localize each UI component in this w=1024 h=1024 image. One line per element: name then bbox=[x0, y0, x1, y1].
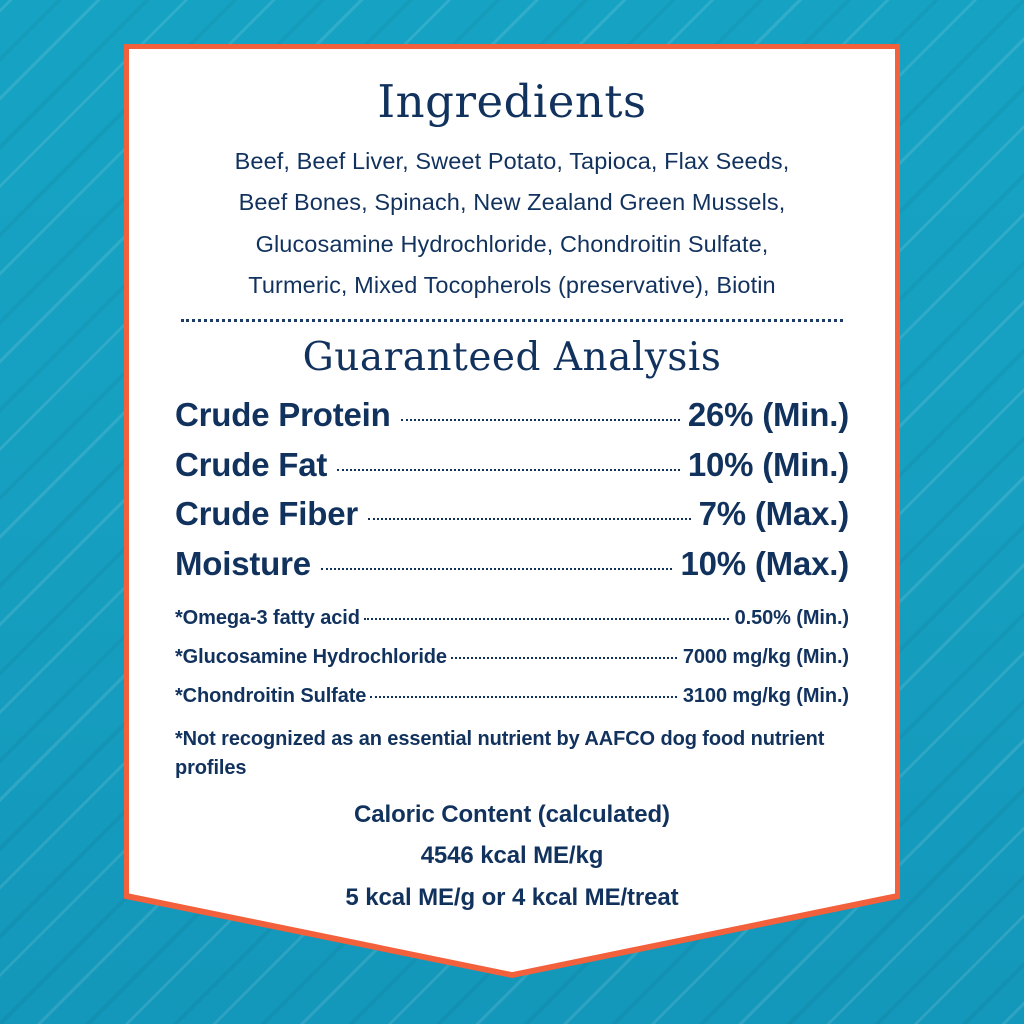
nutrient-name: *Glucosamine Hydrochloride bbox=[175, 646, 447, 669]
dot-leader bbox=[451, 657, 677, 659]
section-divider bbox=[181, 316, 843, 322]
caloric-content-kcal-per-kg: 4546 kcal ME/kg bbox=[420, 842, 604, 870]
nutrient-name: Moisture bbox=[175, 544, 311, 582]
caloric-content-title: Caloric Content (calculated) bbox=[354, 801, 670, 829]
dot-leader bbox=[364, 618, 729, 620]
label-content bbox=[129, 49, 895, 973]
ingredients-title: Ingredients bbox=[377, 75, 647, 128]
dot-leader bbox=[370, 696, 677, 698]
caloric-content-kcal-per-treat: 5 kcal ME/g or 4 kcal ME/treat bbox=[345, 883, 679, 911]
caloric-content-block bbox=[175, 794, 849, 918]
ingredients-line: Beef, Beef Liver, Sweet Potato, Tapioca, Flax Seeds, bbox=[234, 148, 790, 174]
nutrient-value: 0.50% (Min.) bbox=[734, 607, 849, 630]
table-row bbox=[175, 638, 849, 677]
ingredients-line: Turmeric, Mixed Tocopherols (preservative), Biotin bbox=[248, 272, 776, 299]
guaranteed-analysis-title: Guaranteed Analysis bbox=[302, 335, 722, 381]
nutrient-value: 7% (Max.) bbox=[698, 495, 849, 533]
nutrient-value: 10% (Max.) bbox=[680, 544, 849, 582]
table-row bbox=[175, 440, 849, 490]
dot-leader bbox=[401, 419, 680, 421]
table-row bbox=[175, 677, 849, 716]
table-row bbox=[175, 390, 849, 440]
dot-leader bbox=[368, 518, 691, 520]
table-row bbox=[175, 539, 849, 589]
nutrient-name: *Chondroitin Sulfate bbox=[175, 685, 367, 708]
aafco-footnote: *Not recognized as an essential nutrient by AAFCO dog food nutrient profiles bbox=[175, 728, 825, 779]
guaranteed-analysis-sub-table bbox=[175, 599, 849, 716]
nutrient-name: Crude Protein bbox=[175, 396, 391, 434]
guaranteed-analysis-main-table bbox=[175, 390, 849, 588]
ingredients-line: Beef Bones, Spinach, New Zealand Green Mussels, bbox=[238, 189, 786, 216]
table-row bbox=[175, 599, 849, 638]
nutrient-name: *Omega-3 fatty acid bbox=[175, 607, 360, 630]
nutrient-value: 7000 mg/kg (Min.) bbox=[682, 646, 849, 669]
nutrient-value: 26% (Min.) bbox=[687, 396, 849, 434]
ingredients-list bbox=[175, 141, 849, 306]
ingredients-line: Glucosamine Hydrochloride, Chondroitin Sulfate, bbox=[255, 230, 769, 257]
nutrient-name: Crude Fat bbox=[175, 445, 328, 483]
nutrient-name: Crude Fiber bbox=[175, 495, 358, 533]
dot-leader bbox=[321, 568, 673, 570]
nutrient-value: 3100 mg/kg (Min.) bbox=[682, 685, 849, 708]
table-row bbox=[175, 489, 849, 539]
dot-leader bbox=[337, 469, 680, 471]
nutrient-value: 10% (Min.) bbox=[687, 445, 849, 483]
